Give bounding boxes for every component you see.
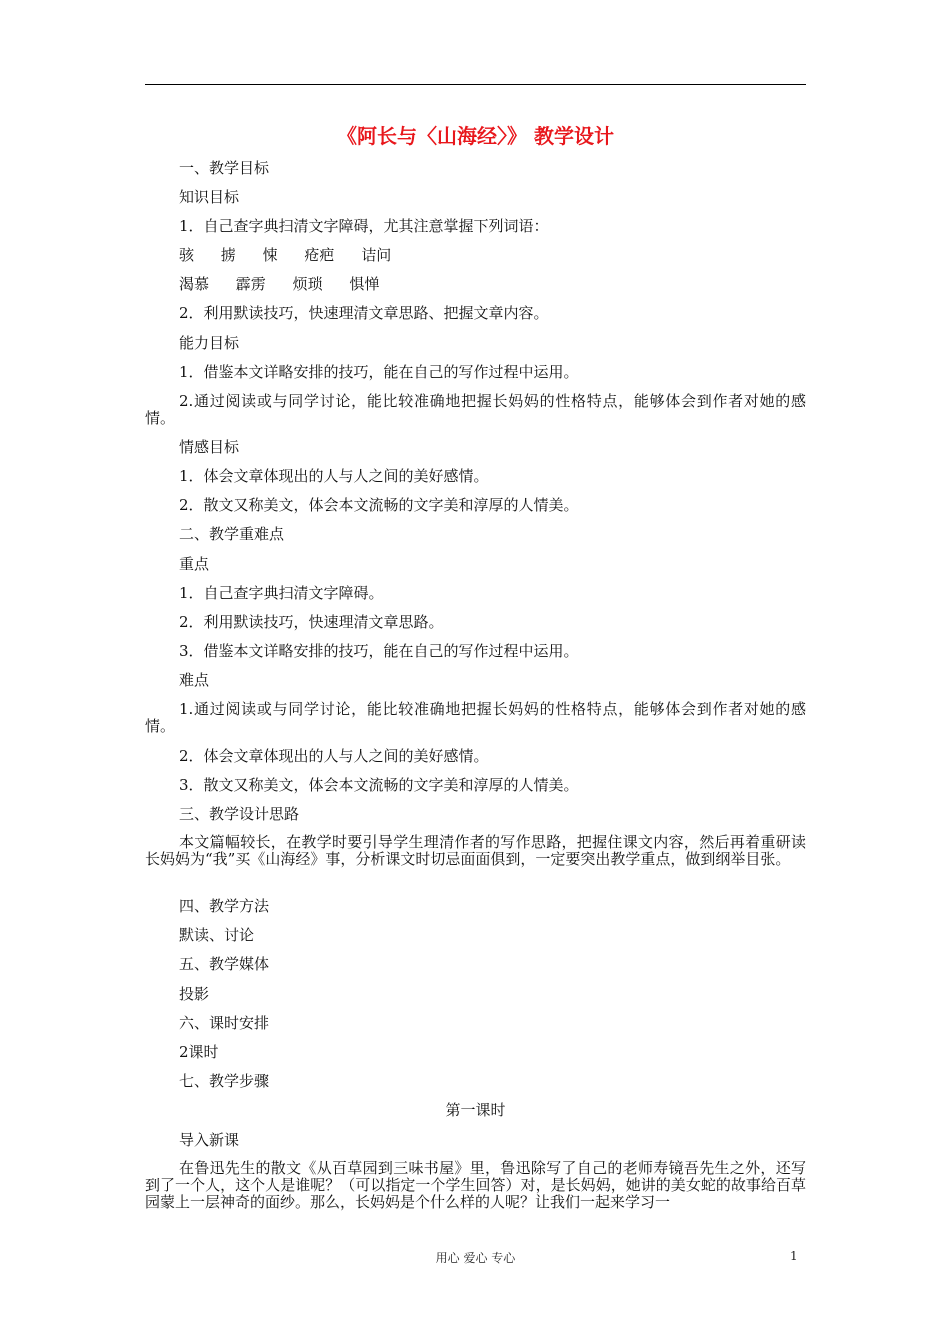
section-heading-method: 四、教学方法 — [179, 897, 270, 915]
page-footer: 用心 爱心 专心 — [435, 1251, 516, 1265]
intro-paragraph: 在鲁迅先生的散文《从百草园到三味书屋》里，鲁迅除写了自己的老师寿镜吾先生之外，还写到了一个人，这个人是谁呢？（可以指定一个学生回答）对，是长妈妈，她讲的美女蛇的故事给百草园蒙上一层神奇的面纱。那么，长妈妈是个什么样的人呢？让我们一起来学习一 — [145, 1159, 806, 1211]
page-number: 1 — [790, 1249, 798, 1263]
vocab-word: 惧惮 — [349, 275, 380, 293]
vocab-row-1 — [179, 246, 413, 264]
difficult-item-2: 2．体会文章体现出的人与人之间的美好感情。 — [179, 747, 489, 765]
subheading-knowledge: 知识目标 — [179, 188, 240, 206]
section-heading-key-points: 二、教学重难点 — [179, 525, 285, 543]
vocab-word: 疮疤 — [304, 246, 335, 264]
lesson-heading: 第一课时 — [445, 1101, 506, 1119]
vocab-row-2 — [179, 275, 401, 293]
key-item-1: 1．自己查字典扫清文字障碍。 — [179, 584, 384, 602]
vocab-word: 诘问 — [361, 246, 392, 264]
vocab-word: 烦琐 — [292, 275, 323, 293]
ability-item-1: 1．借鉴本文详略安排的技巧，能在自己的写作过程中运用。 — [179, 363, 579, 381]
hours-text: 2课时 — [179, 1043, 219, 1061]
subheading-key: 重点 — [179, 555, 210, 573]
subheading-emotion: 情感目标 — [179, 438, 240, 456]
section-heading-design: 三、教学设计思路 — [179, 805, 300, 823]
section-heading-schedule: 六、课时安排 — [179, 1014, 270, 1032]
vocab-word: 渴慕 — [179, 275, 210, 293]
difficult-item-3: 3．散文又称美文，体会本文流畅的文字美和淳厚的人情美。 — [179, 776, 579, 794]
vocab-word: 掳 — [220, 246, 236, 264]
vocab-word: 霹雳 — [235, 275, 266, 293]
subheading-intro: 导入新课 — [179, 1131, 240, 1149]
method-text: 默读、讨论 — [179, 926, 255, 944]
difficult-item-1: 1.通过阅读或与同学讨论，能比较准确地把握长妈妈的性格特点，能够体会到作者对她的感情。 — [145, 700, 806, 735]
vocab-word: 悚 — [262, 246, 278, 264]
subheading-ability: 能力目标 — [179, 334, 240, 352]
key-item-3: 3．借鉴本文详略安排的技巧，能在自己的写作过程中运用。 — [179, 642, 579, 660]
key-item-2: 2．利用默读技巧，快速理清文章思路。 — [179, 613, 444, 631]
ability-item-2: 2.通过阅读或与同学讨论，能比较准确地把握长妈妈的性格特点，能够体会到作者对她的感情。 — [145, 392, 806, 427]
media-text: 投影 — [179, 985, 210, 1003]
emotion-item-1: 1．体会文章体现出的人与人之间的美好感情。 — [179, 467, 489, 485]
vocab-word: 骇 — [179, 246, 195, 264]
subheading-difficult: 难点 — [179, 671, 210, 689]
header-rule — [145, 84, 806, 85]
document-title: 《阿长与〈山海经〉》 教学设计 — [337, 124, 614, 148]
section-heading-media: 五、教学媒体 — [179, 955, 270, 973]
design-paragraph: 本文篇幅较长，在教学时要引导学生理清作者的写作思路，把握住课文内容，然后再着重研读长妈妈为“我”买《山海经》事，分析课文时切忌面面俱到，一定要突出教学重点，做到纲举目张。 — [145, 833, 806, 868]
emotion-item-2: 2．散文又称美文，体会本文流畅的文字美和淳厚的人情美。 — [179, 496, 579, 514]
knowledge-item-2: 2．利用默读技巧，快速理清文章思路、把握文章内容。 — [179, 304, 549, 322]
section-heading-steps: 七、教学步骤 — [179, 1072, 270, 1090]
section-heading-objectives: 一、教学目标 — [179, 159, 270, 177]
knowledge-item-1: 1．自己查字典扫清文字障碍，尤其注意掌握下列词语： — [179, 217, 549, 235]
